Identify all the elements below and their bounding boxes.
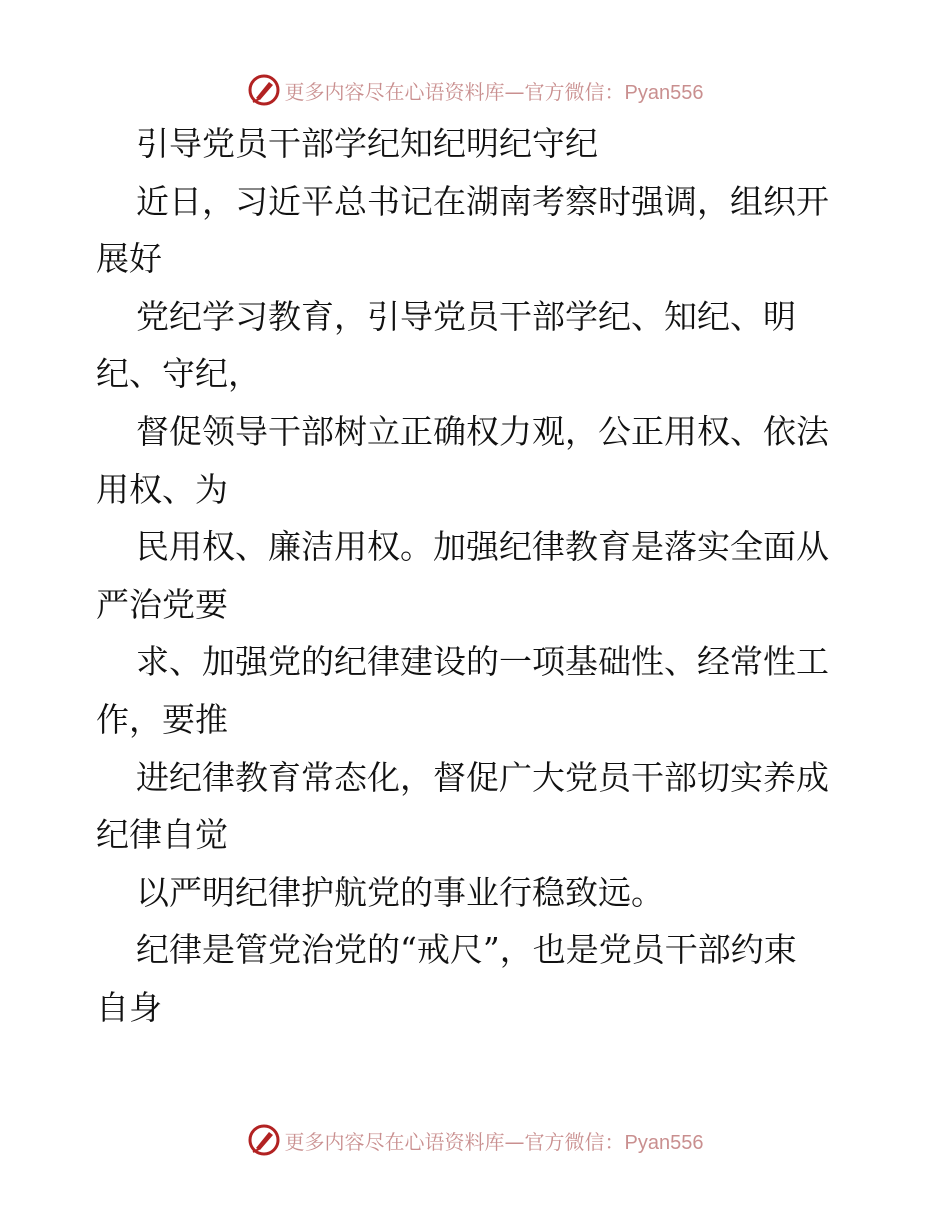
header-main-text: 更多内容尽在心语资料库 <box>284 79 505 104</box>
header-text <box>285 76 704 105</box>
body-line: 自身 <box>96 987 162 1027</box>
pen-logo-icon <box>247 73 281 107</box>
body-line: 民用权、廉洁用权。加强纪律教育是落实全面从 <box>136 527 829 567</box>
body-line: 求、加强党的纪律建设的一项基础性、经常性工 <box>136 642 829 682</box>
body-line: 用权、为 <box>96 469 228 509</box>
footer-dash: — <box>504 1129 525 1154</box>
body-line: 纪律自觉 <box>96 815 228 855</box>
body-line: 作，要推 <box>96 699 228 739</box>
document-body <box>96 115 856 1037</box>
body-line: 党纪学习教育，引导党员干部学纪、知纪、明 <box>136 296 796 336</box>
header-wechat-id: Pyan556 <box>624 81 704 104</box>
footer-wechat-id: Pyan556 <box>624 1131 704 1154</box>
footer-main-text: 更多内容尽在心语资料库 <box>284 1129 505 1154</box>
body-line: 进纪律教育常态化，督促广大党员干部切实养成 <box>136 757 829 797</box>
body-line: 严治党要 <box>96 584 228 624</box>
header-dash: — <box>504 79 525 104</box>
body-line: 纪、守纪， <box>96 354 261 394</box>
body-line: 展好 <box>96 239 162 279</box>
body-line: 近日，习近平总书记在湖南考察时强调，组织开 <box>136 181 829 221</box>
body-line: 督促领导干部树立正确权力观，公正用权、依法 <box>136 411 829 451</box>
pen-logo-icon <box>247 1123 281 1157</box>
body-line: 纪律是管党治党的“戒尺”，也是党员干部约束 <box>136 930 797 970</box>
header-banner <box>0 70 950 110</box>
footer-text <box>285 1126 704 1155</box>
footer-sub-text: 官方微信： <box>524 1129 625 1154</box>
document-title: 引导党员干部学纪知纪明纪守纪 <box>136 124 598 163</box>
header-sub-text: 官方微信： <box>524 79 625 104</box>
footer-banner <box>0 1120 950 1160</box>
body-line: 以严明纪律护航党的事业行稳致远。 <box>136 872 664 912</box>
